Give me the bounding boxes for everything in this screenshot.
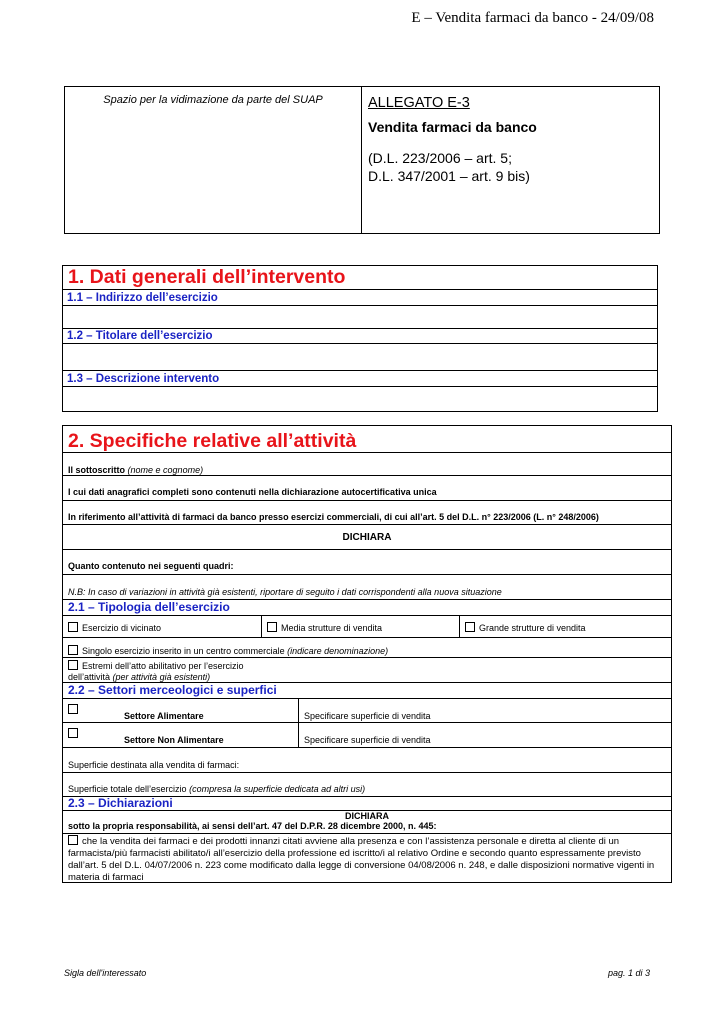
- subsection-1-1: 1.1 – Indirizzo dell’esercizio: [63, 290, 657, 306]
- centro-commerciale-option[interactable]: [63, 638, 671, 658]
- estremi-note: (per attività già esistenti): [112, 672, 211, 682]
- option-vicinato-label: Esercizio di vicinato: [82, 623, 162, 633]
- singolo-note: (indicare denominazione): [287, 646, 389, 656]
- responsabilita-text: sotto la propria responsabilità, ai sensi dell’art. 47 del D.P.R. 28 dicembre 2000, n. 445:: [68, 821, 437, 831]
- sottoscritto-label: Il sottoscritto: [68, 465, 126, 475]
- sottoscritto-note: (nome e cognome): [127, 465, 204, 475]
- allegato-info: [362, 87, 659, 233]
- section-2: [62, 425, 672, 883]
- section-1: [62, 265, 658, 412]
- footer-page-number: pag. 1 di 3: [608, 968, 651, 978]
- description-field[interactable]: [63, 387, 657, 411]
- singolo-label: Singolo esercizio inserito in un centro commerciale: [82, 646, 285, 656]
- checkbox-icon[interactable]: [68, 728, 78, 738]
- checkbox-icon[interactable]: [465, 622, 475, 632]
- dichiara-heading-2: DICHIARA: [345, 811, 389, 821]
- subsection-2-3: 2.3 – Dichiarazioni: [63, 797, 671, 811]
- checkbox-icon[interactable]: [68, 835, 78, 845]
- alim-label: Settore Alimentare: [119, 699, 299, 722]
- riferimento-text: In riferimento all’attività di farmaci da banco presso esercizi commerciali, di cui all’art. 5 del D.L. n° 223/2006 (L. n° 248/2006): [63, 501, 671, 525]
- quanto-text: Quanto contenuto nei seguenti quadri:: [63, 550, 671, 575]
- tipologia-options: [63, 616, 671, 638]
- alim-superficie[interactable]: Specificare superficie di vendita: [304, 711, 431, 721]
- law-ref-2: D.L. 347/2001 – art. 9 bis): [368, 168, 530, 184]
- settore-non-alimentare-row: [63, 723, 671, 748]
- checkbox-icon[interactable]: [267, 622, 277, 632]
- allegato-title: Vendita farmaci da banco: [368, 119, 537, 135]
- checkbox-icon[interactable]: [68, 622, 78, 632]
- superficie-totale-field[interactable]: [63, 773, 671, 797]
- option-vicinato[interactable]: [63, 616, 262, 637]
- subsection-1-3: 1.3 – Descrizione intervento: [63, 371, 657, 387]
- sup-totale-note: (compresa la superficie dedicata ad altri usi): [189, 784, 366, 794]
- subsection-2-1: 2.1 – Tipologia dell’esercizio: [63, 600, 671, 616]
- alim-checkbox-cell[interactable]: [63, 699, 119, 722]
- checkbox-icon[interactable]: [68, 704, 78, 714]
- section-1-title: 1. Dati generali dell’intervento: [63, 266, 657, 290]
- superficie-farmaci-field[interactable]: Superficie destinata alla vendita di farmaci:: [63, 748, 671, 773]
- section-2-title: 2. Specifiche relative all’attività: [63, 426, 671, 453]
- subsection-2-2: 2.2 – Settori merceologici e superfici: [63, 683, 671, 699]
- nb-text: N.B: In caso di variazioni in attività già esistenti, riportare di seguito i dati corrispondenti alla nuova situazione: [63, 575, 671, 600]
- estremi-label-2: dell’attività: [68, 672, 111, 682]
- subsection-1-2: 1.2 – Titolare dell’esercizio: [63, 329, 657, 344]
- law-references: [368, 149, 653, 185]
- estremi-option[interactable]: [63, 658, 671, 683]
- checkbox-icon[interactable]: [68, 660, 78, 670]
- checkbox-icon[interactable]: [68, 645, 78, 655]
- settore-alimentare-row: [63, 699, 671, 723]
- nonalim-checkbox-cell[interactable]: [63, 723, 119, 747]
- page-header: E – Vendita farmaci da banco - 24/09/08: [411, 10, 654, 26]
- vendita-declaration[interactable]: [63, 834, 671, 883]
- address-field[interactable]: [63, 306, 657, 329]
- anagrafici-text: I cui dati anagrafici completi sono contenuti nella dichiarazione autocertificativa unica: [63, 476, 671, 501]
- option-grande-label: Grande strutture di vendita: [479, 623, 586, 633]
- dichiara-heading: DICHIARA: [63, 525, 671, 550]
- footer-sigla: Sigla dell'interessato: [64, 968, 147, 978]
- estremi-label: Estremi dell’atto abilitativo per l’esercizio: [82, 661, 244, 671]
- option-grande[interactable]: [460, 616, 671, 637]
- option-media-label: Media strutture di vendita: [281, 623, 383, 633]
- option-media[interactable]: [262, 616, 460, 637]
- owner-field[interactable]: [63, 344, 657, 371]
- nonalim-label: Settore Non Alimentare: [119, 723, 299, 747]
- law-ref-1: (D.L. 223/2006 – art. 5;: [368, 150, 512, 166]
- sup-totale-label: Superficie totale dell’esercizio: [68, 784, 187, 794]
- dichiara-block: [63, 811, 671, 834]
- allegato-code: ALLEGATO E-3: [368, 95, 470, 111]
- vendita-text: che la vendita dei farmaci e dei prodotti innanzi citati avviene alla presenza e con l’assistenza personale e diretta al cliente di un farmacista/più farmacisti abilitato/i all’esercizio della professione ed iscritto/i al relativo Ordine e secondo quanto espressamente previsto dall’art. 5 del D.L. 04/07/2006 n. 223 come modificato dalla legge di conversione 04/08/2006 n. 248, e dalle disposizioni normative vigenti in materia di farmaci: [68, 836, 655, 883]
- suap-stamp-area: Spazio per la vidimazione da parte del SUAP: [65, 87, 362, 233]
- nonalim-superficie[interactable]: Specificare superficie di vendita: [304, 735, 431, 745]
- sottoscritto-field[interactable]: [63, 453, 671, 476]
- allegato-box: [64, 86, 660, 234]
